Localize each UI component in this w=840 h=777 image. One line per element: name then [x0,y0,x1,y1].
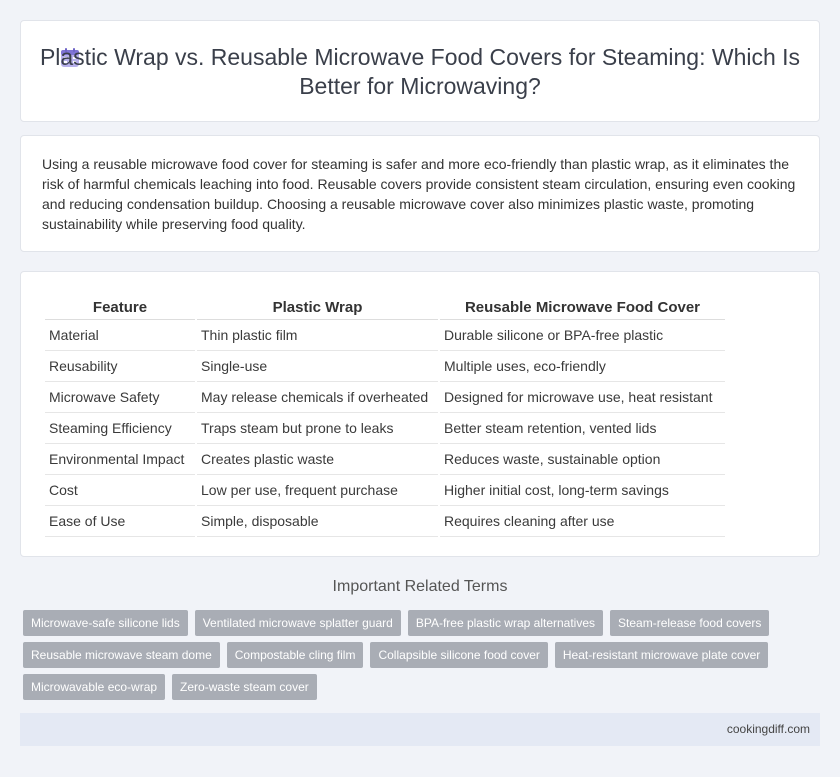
table-cell: Better steam retention, vented lids [440,413,725,444]
table-cell: Environmental Impact [45,444,195,475]
tag-link[interactable]: BPA-free plastic wrap alternatives [408,610,603,636]
tag-link[interactable]: Steam-release food covers [610,610,769,636]
tag-link[interactable]: Microwavable eco-wrap [23,674,165,700]
table-cell: Reduces waste, sustainable option [440,444,725,475]
table-cell: Low per use, frequent purchase [197,475,438,506]
table-cell: Simple, disposable [197,506,438,537]
tag-link[interactable]: Ventilated microwave splatter guard [195,610,401,636]
table-row [45,413,725,444]
comparison-table [43,296,727,537]
table-cell: Creates plastic waste [197,444,438,475]
comparison-card [20,271,820,557]
table-cell: Single-use [197,351,438,382]
table-cell: Higher initial cost, long-term savings [440,475,725,506]
related-terms-heading: Important Related Terms [332,578,508,595]
header-reusable-cover: Reusable Microwave Food Cover [440,296,725,320]
header-plastic-wrap: Plastic Wrap [197,296,438,320]
table-cell: Multiple uses, eco-friendly [440,351,725,382]
table-cell: Designed for microwave use, heat resistant [440,382,725,413]
table-cell: Steaming Efficiency [45,413,195,444]
intro-paragraph: Using a reusable microwave food cover for steaming is safer and more eco-friendly than plastic wrap, as it eliminates the risk of harmful chemicals leaching into food. Reusable covers provide consistent steam circulation, ensuring even cooking and reducing condensation buildup. Choosing a reusable microwave cover also minimizes plastic waste, promoting sustainability while preserving food quality. [42,156,796,232]
table-row [45,382,725,413]
footer-site-link[interactable]: cookingdiff.com [726,722,810,736]
table-cell: Requires cleaning after use [440,506,725,537]
table-cell: Durable silicone or BPA-free plastic [440,320,725,351]
table-cell: Thin plastic film [197,320,438,351]
tag-link[interactable]: Heat-resistant microwave plate cover [555,642,768,668]
tag-link[interactable]: Microwave-safe silicone lids [23,610,188,636]
table-cell: Microwave Safety [45,382,195,413]
table-row [45,506,725,537]
title-card [20,20,820,122]
table-row [45,351,725,382]
tag-link[interactable]: Compostable cling film [227,642,364,668]
header-feature: Feature [45,296,195,320]
page-title: Plastic Wrap vs. Reusable Microwave Food Covers for Steaming: Which Is Better for Microwaving? [39,44,801,99]
table-row [45,475,725,506]
table-row [45,320,725,351]
table-cell: Material [45,320,195,351]
tag-link[interactable]: Collapsible silicone food cover [370,642,547,668]
related-tags [23,610,783,700]
tag-link[interactable]: Reusable microwave steam dome [23,642,220,668]
table-header-row [45,296,725,320]
intro-card [20,135,820,252]
footer [20,713,820,746]
table-row [45,444,725,475]
tag-link[interactable]: Zero-waste steam cover [172,674,317,700]
table-cell: May release chemicals if overheated [197,382,438,413]
table-cell: Traps steam but prone to leaks [197,413,438,444]
table-cell: Reusability [45,351,195,382]
table-cell: Cost [45,475,195,506]
table-cell: Ease of Use [45,506,195,537]
